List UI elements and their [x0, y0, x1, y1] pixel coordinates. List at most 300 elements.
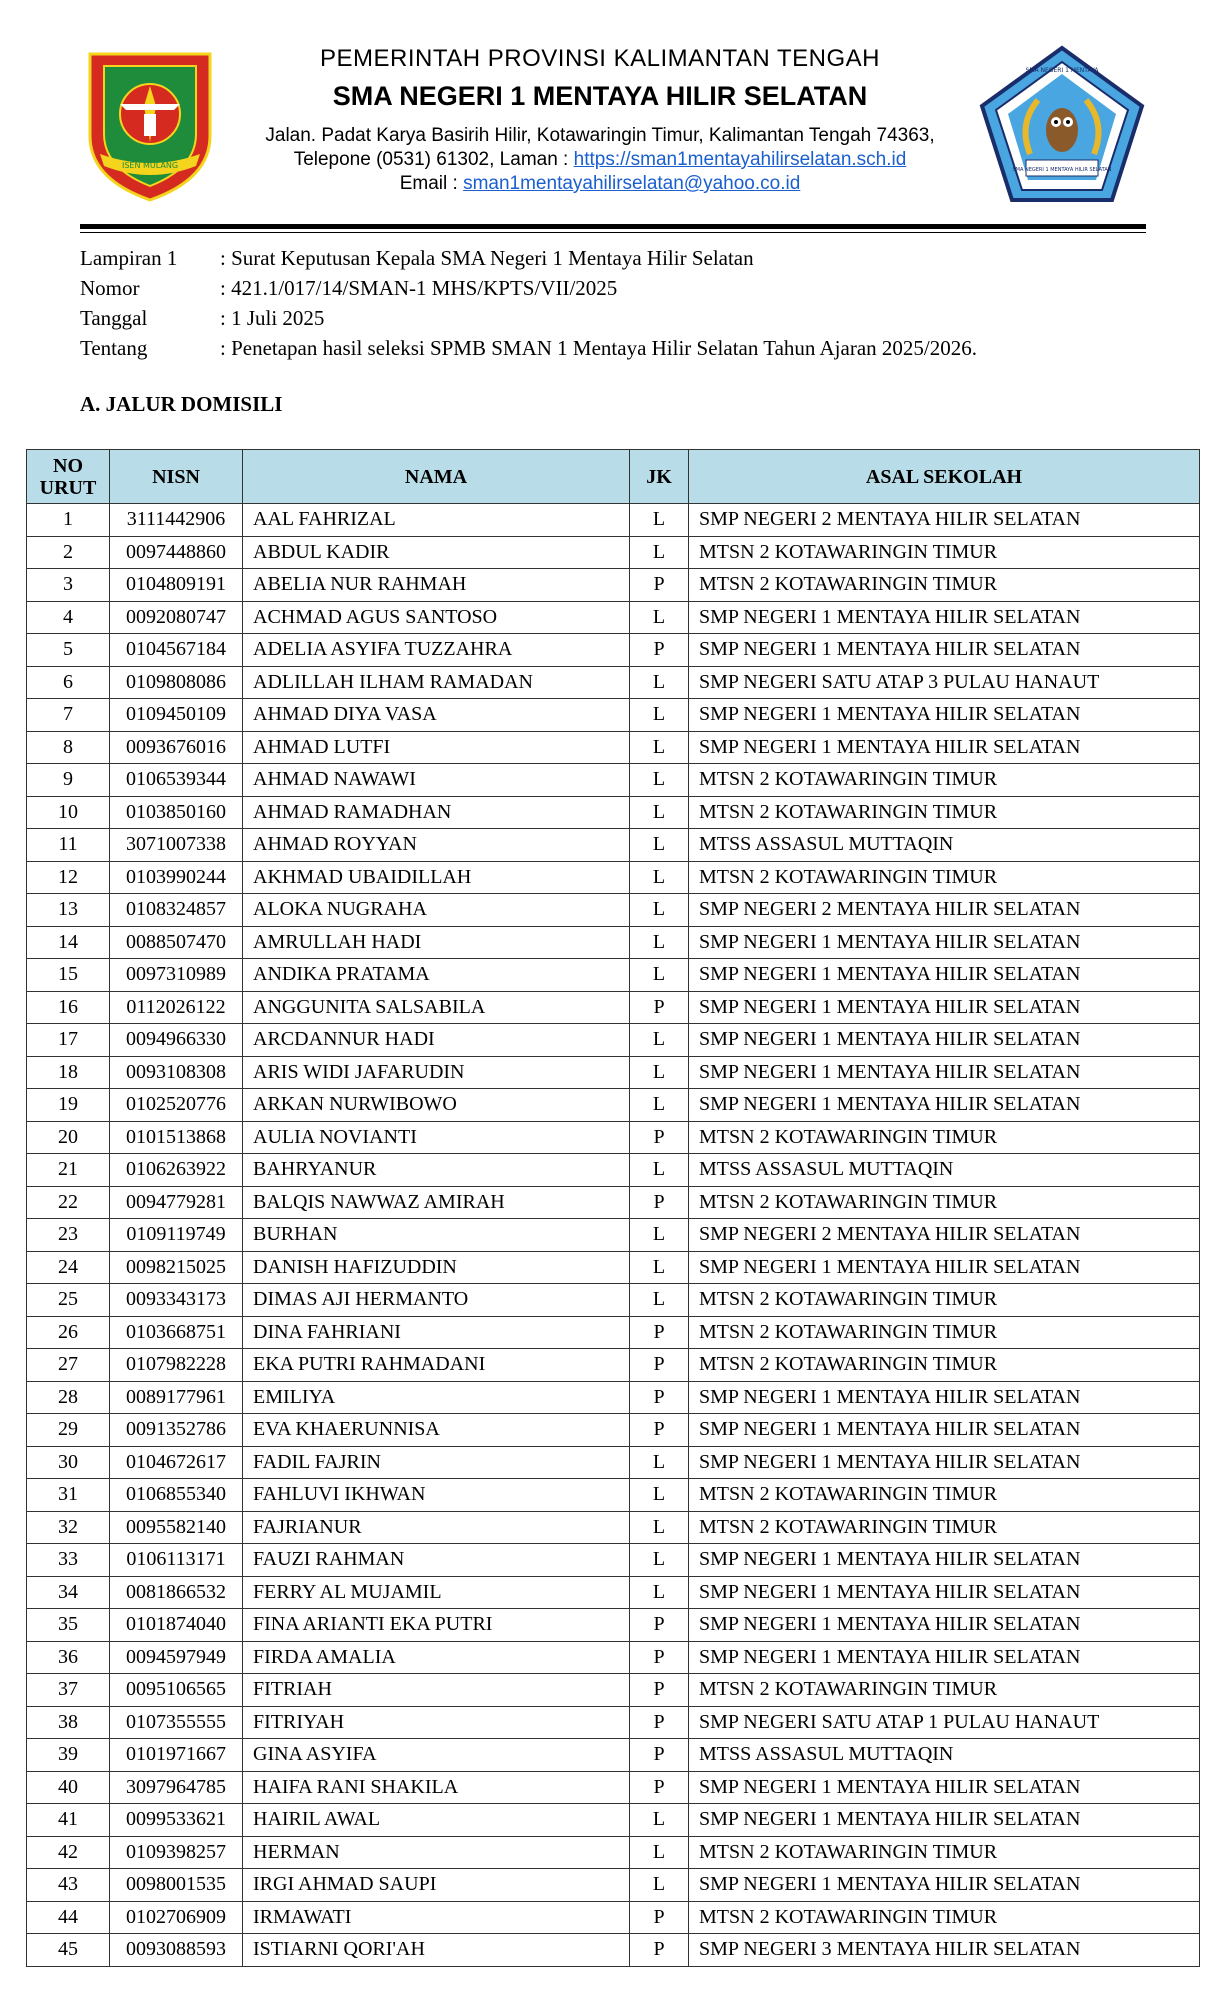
cell-no-urut: 21: [27, 1154, 110, 1187]
school-address: Jalan. Padat Karya Basirih Hilir, Kotawaringin Timur, Kalimantan Tengah 74363,: [265, 125, 935, 146]
cell-asal-sekolah: MTSN 2 KOTAWARINGIN TIMUR: [689, 536, 1200, 569]
cell-jk: L: [630, 1056, 689, 1089]
table-row: [27, 601, 1200, 634]
cell-jk: L: [630, 1284, 689, 1317]
table-row: [27, 1446, 1200, 1479]
cell-asal-sekolah: SMP NEGERI 1 MENTAYA HILIR SELATAN: [689, 731, 1200, 764]
cell-nama: ANDIKA PRATAMA: [243, 959, 630, 992]
table-row: [27, 536, 1200, 569]
cell-jk: L: [630, 601, 689, 634]
meta-value: : 1 Juli 2025: [220, 306, 325, 330]
cell-nama: FINA ARIANTI EKA PUTRI: [243, 1609, 630, 1642]
cell-asal-sekolah: SMP NEGERI 1 MENTAYA HILIR SELATAN: [689, 1056, 1200, 1089]
cell-nisn: 0097448860: [110, 536, 243, 569]
cell-asal-sekolah: SMP NEGERI 1 MENTAYA HILIR SELATAN: [689, 991, 1200, 1024]
cell-asal-sekolah: SMP NEGERI 1 MENTAYA HILIR SELATAN: [689, 959, 1200, 992]
cell-nisn: 0094966330: [110, 1024, 243, 1057]
cell-nisn: 0101971667: [110, 1739, 243, 1772]
phone-text: Telepone (0531) 61302, Laman :: [293, 149, 574, 170]
cell-jk: P: [630, 1414, 689, 1447]
cell-nisn: 3111442906: [110, 504, 243, 537]
cell-asal-sekolah: MTSS ASSASUL MUTTAQIN: [689, 1154, 1200, 1187]
cell-nisn: 0104809191: [110, 569, 243, 602]
cell-no-urut: 6: [27, 666, 110, 699]
cell-nama: AHMAD LUTFI: [243, 731, 630, 764]
meta-row-nomor: [80, 273, 977, 303]
cell-nama: ALOKA NUGRAHA: [243, 894, 630, 927]
cell-asal-sekolah: SMP NEGERI 1 MENTAYA HILIR SELATAN: [689, 1024, 1200, 1057]
table-row: [27, 1186, 1200, 1219]
cell-nama: DINA FAHRIANI: [243, 1316, 630, 1349]
table-row: [27, 894, 1200, 927]
cell-nama: BALQIS NAWWAZ AMIRAH: [243, 1186, 630, 1219]
cell-no-urut: 44: [27, 1901, 110, 1934]
table-row: [27, 764, 1200, 797]
meta-value: : Penetapan hasil seleksi SPMB SMAN 1 Mentaya Hilir Selatan Tahun Ajaran 2025/2026.: [220, 336, 977, 360]
cell-asal-sekolah: SMP NEGERI 1 MENTAYA HILIR SELATAN: [689, 1771, 1200, 1804]
cell-nisn: 0089177961: [110, 1381, 243, 1414]
cell-jk: L: [630, 1479, 689, 1512]
cell-jk: L: [630, 1024, 689, 1057]
cell-nisn: 0106113171: [110, 1544, 243, 1577]
cell-asal-sekolah: SMP NEGERI 1 MENTAYA HILIR SELATAN: [689, 1446, 1200, 1479]
cell-nisn: 0107982228: [110, 1349, 243, 1382]
cell-asal-sekolah: MTSN 2 KOTAWARINGIN TIMUR: [689, 861, 1200, 894]
table-row: [27, 1771, 1200, 1804]
cell-nisn: 0093343173: [110, 1284, 243, 1317]
cell-nisn: 0109808086: [110, 666, 243, 699]
cell-no-urut: 29: [27, 1414, 110, 1447]
meta-key: Lampiran 1: [80, 246, 178, 270]
cell-nama: BURHAN: [243, 1219, 630, 1252]
cell-asal-sekolah: SMP NEGERI SATU ATAP 1 PULAU HANAUT: [689, 1706, 1200, 1739]
cell-nama: GINA ASYIFA: [243, 1739, 630, 1772]
cell-nama: HAIFA RANI SHAKILA: [243, 1771, 630, 1804]
cell-nisn: 0099533621: [110, 1804, 243, 1837]
cell-asal-sekolah: MTSN 2 KOTAWARINGIN TIMUR: [689, 1284, 1200, 1317]
cell-asal-sekolah: MTSN 2 KOTAWARINGIN TIMUR: [689, 569, 1200, 602]
cell-jk: L: [630, 1544, 689, 1577]
cell-nama: ARCDANNUR HADI: [243, 1024, 630, 1057]
cell-no-urut: 38: [27, 1706, 110, 1739]
cell-jk: P: [630, 1186, 689, 1219]
cell-no-urut: 23: [27, 1219, 110, 1252]
cell-nisn: 0093088593: [110, 1934, 243, 1967]
cell-jk: P: [630, 1609, 689, 1642]
cell-nisn: 0106263922: [110, 1154, 243, 1187]
cell-nama: HERMAN: [243, 1836, 630, 1869]
cell-nisn: 0097310989: [110, 959, 243, 992]
cell-jk: P: [630, 1739, 689, 1772]
cell-jk: L: [630, 731, 689, 764]
cell-nama: EVA KHAERUNNISA: [243, 1414, 630, 1447]
cell-jk: P: [630, 1316, 689, 1349]
cell-no-urut: 17: [27, 1024, 110, 1057]
svg-text:SMA NEGERI 1 MENTAYA: SMA NEGERI 1 MENTAYA: [1025, 67, 1099, 74]
cell-asal-sekolah: SMP NEGERI 2 MENTAYA HILIR SELATAN: [689, 504, 1200, 537]
cell-nisn: 0112026122: [110, 991, 243, 1024]
cell-nama: ARIS WIDI JAFARUDIN: [243, 1056, 630, 1089]
table-row: [27, 1284, 1200, 1317]
cell-nama: DANISH HAFIZUDDIN: [243, 1251, 630, 1284]
table-row: [27, 1706, 1200, 1739]
cell-jk: L: [630, 1836, 689, 1869]
cell-nisn: 0098001535: [110, 1869, 243, 1902]
table-row: [27, 1316, 1200, 1349]
cell-nama: AHMAD DIYA VASA: [243, 699, 630, 732]
cell-jk: L: [630, 1446, 689, 1479]
cell-nisn: 0104672617: [110, 1446, 243, 1479]
svg-text:ISEN MULANG: ISEN MULANG: [121, 161, 179, 170]
meta-row-tentang: [80, 333, 977, 363]
cell-jk: P: [630, 1641, 689, 1674]
table-row: [27, 1154, 1200, 1187]
email-label: Email :: [399, 173, 464, 194]
cell-asal-sekolah: SMP NEGERI 1 MENTAYA HILIR SELATAN: [689, 1804, 1200, 1837]
cell-no-urut: 28: [27, 1381, 110, 1414]
cell-nama: HAIRIL AWAL: [243, 1804, 630, 1837]
cell-jk: L: [630, 959, 689, 992]
cell-no-urut: 39: [27, 1739, 110, 1772]
table-row: [27, 1609, 1200, 1642]
table-row: [27, 796, 1200, 829]
cell-no-urut: 22: [27, 1186, 110, 1219]
cell-asal-sekolah: SMP NEGERI 1 MENTAYA HILIR SELATAN: [689, 1544, 1200, 1577]
meta-row-tanggal: [80, 303, 977, 333]
cell-jk: L: [630, 699, 689, 732]
table-row: [27, 861, 1200, 894]
cell-nama: AHMAD RAMADHAN: [243, 796, 630, 829]
cell-asal-sekolah: MTSN 2 KOTAWARINGIN TIMUR: [689, 1674, 1200, 1707]
cell-nama: AKHMAD UBAIDILLAH: [243, 861, 630, 894]
cell-nama: DIMAS AJI HERMANTO: [243, 1284, 630, 1317]
cell-jk: L: [630, 764, 689, 797]
table-row: [27, 1869, 1200, 1902]
cell-nama: FAHLUVI IKHWAN: [243, 1479, 630, 1512]
meta-row-lampiran: [80, 243, 977, 273]
cell-no-urut: 8: [27, 731, 110, 764]
cell-no-urut: 35: [27, 1609, 110, 1642]
cell-asal-sekolah: SMP NEGERI 2 MENTAYA HILIR SELATAN: [689, 1219, 1200, 1252]
cell-nisn: 0098215025: [110, 1251, 243, 1284]
cell-nama: ABELIA NUR RAHMAH: [243, 569, 630, 602]
cell-no-urut: 32: [27, 1511, 110, 1544]
cell-no-urut: 13: [27, 894, 110, 927]
cell-asal-sekolah: MTSN 2 KOTAWARINGIN TIMUR: [689, 796, 1200, 829]
cell-jk: L: [630, 796, 689, 829]
cell-jk: P: [630, 1381, 689, 1414]
school-email: [230, 172, 970, 196]
cell-nisn: 0101874040: [110, 1609, 243, 1642]
cell-jk: P: [630, 1934, 689, 1967]
table-row: [27, 1576, 1200, 1609]
cell-asal-sekolah: SMP NEGERI 1 MENTAYA HILIR SELATAN: [689, 1609, 1200, 1642]
cell-jk: L: [630, 536, 689, 569]
header-nama: NAMA: [243, 450, 630, 504]
cell-nisn: 0109119749: [110, 1219, 243, 1252]
cell-nisn: 0102706909: [110, 1901, 243, 1934]
table-row: [27, 1121, 1200, 1154]
table-row: [27, 1024, 1200, 1057]
cell-nisn: 0103990244: [110, 861, 243, 894]
meta-value: : Surat Keputusan Kepala SMA Negeri 1 Mentaya Hilir Selatan: [220, 246, 754, 270]
cell-nama: EKA PUTRI RAHMADANI: [243, 1349, 630, 1382]
cell-nisn: 0103850160: [110, 796, 243, 829]
section-title: A. JALUR DOMISILI: [80, 392, 283, 416]
cell-jk: L: [630, 1089, 689, 1122]
table-row: [27, 1511, 1200, 1544]
cell-no-urut: 31: [27, 1479, 110, 1512]
table-row: [27, 1674, 1200, 1707]
cell-no-urut: 18: [27, 1056, 110, 1089]
cell-no-urut: 25: [27, 1284, 110, 1317]
letterhead: [0, 0, 1224, 240]
cell-asal-sekolah: SMP NEGERI 1 MENTAYA HILIR SELATAN: [689, 699, 1200, 732]
cell-nisn: 3071007338: [110, 829, 243, 862]
cell-no-urut: 30: [27, 1446, 110, 1479]
cell-nisn: 0109398257: [110, 1836, 243, 1869]
cell-jk: L: [630, 861, 689, 894]
table-row: [27, 666, 1200, 699]
cell-no-urut: 16: [27, 991, 110, 1024]
table-row: [27, 504, 1200, 537]
cell-no-urut: 11: [27, 829, 110, 862]
cell-jk: L: [630, 1154, 689, 1187]
table-row: [27, 1349, 1200, 1382]
table-row: [27, 1901, 1200, 1934]
table-row: [27, 1544, 1200, 1577]
table-row: [27, 1089, 1200, 1122]
cell-no-urut: 2: [27, 536, 110, 569]
cell-no-urut: 43: [27, 1869, 110, 1902]
cell-nisn: 0088507470: [110, 926, 243, 959]
cell-nama: FITRIAH: [243, 1674, 630, 1707]
cell-no-urut: 34: [27, 1576, 110, 1609]
cell-jk: L: [630, 666, 689, 699]
table-header-row: [27, 450, 1200, 504]
cell-no-urut: 4: [27, 601, 110, 634]
cell-no-urut: 20: [27, 1121, 110, 1154]
cell-no-urut: 26: [27, 1316, 110, 1349]
cell-no-urut: 19: [27, 1089, 110, 1122]
cell-jk: P: [630, 1901, 689, 1934]
cell-jk: L: [630, 1219, 689, 1252]
government-name: PEMERINTAH PROVINSI KALIMANTAN TENGAH: [320, 45, 880, 72]
cell-no-urut: 5: [27, 634, 110, 667]
cell-nama: FADIL FAJRIN: [243, 1446, 630, 1479]
cell-jk: P: [630, 634, 689, 667]
cell-jk: P: [630, 991, 689, 1024]
cell-nisn: 0093108308: [110, 1056, 243, 1089]
cell-nisn: 0095582140: [110, 1511, 243, 1544]
cell-nama: ADLILLAH ILHAM RAMADAN: [243, 666, 630, 699]
cell-nisn: 0108324857: [110, 894, 243, 927]
cell-nama: ABDUL KADIR: [243, 536, 630, 569]
cell-jk: P: [630, 1121, 689, 1154]
cell-asal-sekolah: SMP NEGERI 1 MENTAYA HILIR SELATAN: [689, 601, 1200, 634]
cell-nama: IRMAWATI: [243, 1901, 630, 1934]
cell-nama: AMRULLAH HADI: [243, 926, 630, 959]
table-row: [27, 1251, 1200, 1284]
table-row: [27, 569, 1200, 602]
cell-no-urut: 24: [27, 1251, 110, 1284]
header-asal-sekolah: ASAL SEKOLAH: [689, 450, 1200, 504]
cell-nisn: 0095106565: [110, 1674, 243, 1707]
cell-jk: L: [630, 894, 689, 927]
table-row: [27, 959, 1200, 992]
cell-nisn: 0081866532: [110, 1576, 243, 1609]
cell-asal-sekolah: MTSN 2 KOTAWARINGIN TIMUR: [689, 1186, 1200, 1219]
cell-nama: EMILIYA: [243, 1381, 630, 1414]
cell-nisn: 0104567184: [110, 634, 243, 667]
cell-jk: L: [630, 504, 689, 537]
table-row: [27, 1056, 1200, 1089]
cell-asal-sekolah: SMP NEGERI 1 MENTAYA HILIR SELATAN: [689, 926, 1200, 959]
cell-jk: P: [630, 569, 689, 602]
cell-nisn: 0103668751: [110, 1316, 243, 1349]
cell-nisn: 0094779281: [110, 1186, 243, 1219]
cell-nama: FIRDA AMALIA: [243, 1641, 630, 1674]
cell-asal-sekolah: MTSN 2 KOTAWARINGIN TIMUR: [689, 1511, 1200, 1544]
cell-nisn: 0106539344: [110, 764, 243, 797]
letterhead-rule-thick: [80, 224, 1146, 229]
cell-asal-sekolah: SMP NEGERI 1 MENTAYA HILIR SELATAN: [689, 634, 1200, 667]
school-name: SMA NEGERI 1 MENTAYA HILIR SELATAN: [332, 81, 868, 111]
cell-no-urut: 41: [27, 1804, 110, 1837]
cell-no-urut: 27: [27, 1349, 110, 1382]
table-row: [27, 829, 1200, 862]
cell-no-urut: 45: [27, 1934, 110, 1967]
cell-nama: FAJRIANUR: [243, 1511, 630, 1544]
cell-jk: L: [630, 829, 689, 862]
table-row: [27, 1381, 1200, 1414]
meta-key: Tentang: [80, 336, 148, 360]
cell-asal-sekolah: MTSN 2 KOTAWARINGIN TIMUR: [689, 1836, 1200, 1869]
cell-nama: IRGI AHMAD SAUPI: [243, 1869, 630, 1902]
table-row: [27, 1934, 1200, 1967]
cell-asal-sekolah: SMP NEGERI 3 MENTAYA HILIR SELATAN: [689, 1934, 1200, 1967]
cell-nama: ANGGUNITA SALSABILA: [243, 991, 630, 1024]
cell-nama: BAHRYANUR: [243, 1154, 630, 1187]
cell-nama: FAUZI RAHMAN: [243, 1544, 630, 1577]
school-emblem-icon: [978, 44, 1146, 206]
cell-jk: L: [630, 1869, 689, 1902]
cell-jk: L: [630, 926, 689, 959]
cell-no-urut: 3: [27, 569, 110, 602]
cell-asal-sekolah: MTSN 2 KOTAWARINGIN TIMUR: [689, 1479, 1200, 1512]
letterhead-text: [230, 44, 970, 196]
cell-no-urut: 7: [27, 699, 110, 732]
cell-nama: FITRIYAH: [243, 1706, 630, 1739]
header-jk: JK: [630, 450, 689, 504]
meta-key: Tanggal: [80, 306, 148, 330]
email-link[interactable]: sman1mentayahilirselatan@yahoo.co.id: [463, 173, 801, 194]
cell-jk: P: [630, 1771, 689, 1804]
cell-asal-sekolah: SMP NEGERI 2 MENTAYA HILIR SELATAN: [689, 894, 1200, 927]
table-body: [27, 504, 1200, 1967]
cell-asal-sekolah: SMP NEGERI 1 MENTAYA HILIR SELATAN: [689, 1414, 1200, 1447]
cell-nisn: 0094597949: [110, 1641, 243, 1674]
svg-text:SMA NEGERI 1 MENTAYA HILIR SEL: SMA NEGERI 1 MENTAYA HILIR SELATAN: [1012, 167, 1112, 173]
cell-nisn: 0106855340: [110, 1479, 243, 1512]
cell-asal-sekolah: MTSN 2 KOTAWARINGIN TIMUR: [689, 1316, 1200, 1349]
provincial-crest-icon: [80, 44, 220, 204]
table-row: [27, 634, 1200, 667]
cell-jk: P: [630, 1674, 689, 1707]
table-row: [27, 926, 1200, 959]
cell-no-urut: 36: [27, 1641, 110, 1674]
table-row: [27, 1804, 1200, 1837]
cell-asal-sekolah: SMP NEGERI 1 MENTAYA HILIR SELATAN: [689, 1641, 1200, 1674]
table-row: [27, 731, 1200, 764]
cell-jk: P: [630, 1349, 689, 1382]
cell-no-urut: 14: [27, 926, 110, 959]
cell-no-urut: 40: [27, 1771, 110, 1804]
cell-no-urut: 10: [27, 796, 110, 829]
cell-nama: ADELIA ASYIFA TUZZAHRA: [243, 634, 630, 667]
cell-nama: AAL FAHRIZAL: [243, 504, 630, 537]
cell-asal-sekolah: MTSN 2 KOTAWARINGIN TIMUR: [689, 1901, 1200, 1934]
cell-nama: ISTIARNI QORI'AH: [243, 1934, 630, 1967]
cell-asal-sekolah: SMP NEGERI SATU ATAP 3 PULAU HANAUT: [689, 666, 1200, 699]
cell-no-urut: 42: [27, 1836, 110, 1869]
cell-nama: ACHMAD AGUS SANTOSO: [243, 601, 630, 634]
cell-nama: AHMAD ROYYAN: [243, 829, 630, 862]
cell-no-urut: 37: [27, 1674, 110, 1707]
cell-nama: ARKAN NURWIBOWO: [243, 1089, 630, 1122]
cell-no-urut: 33: [27, 1544, 110, 1577]
cell-asal-sekolah: MTSN 2 KOTAWARINGIN TIMUR: [689, 1349, 1200, 1382]
cell-asal-sekolah: SMP NEGERI 1 MENTAYA HILIR SELATAN: [689, 1251, 1200, 1284]
cell-asal-sekolah: MTSN 2 KOTAWARINGIN TIMUR: [689, 1121, 1200, 1154]
cell-nisn: 0092080747: [110, 601, 243, 634]
selection-results-table: [26, 449, 1200, 1967]
cell-asal-sekolah: SMP NEGERI 1 MENTAYA HILIR SELATAN: [689, 1381, 1200, 1414]
school-contact: [230, 148, 970, 172]
cell-asal-sekolah: SMP NEGERI 1 MENTAYA HILIR SELATAN: [689, 1089, 1200, 1122]
table-row: [27, 1479, 1200, 1512]
cell-nisn: 0107355555: [110, 1706, 243, 1739]
cell-no-urut: 1: [27, 504, 110, 537]
header-nisn: NISN: [110, 450, 243, 504]
cell-jk: L: [630, 1804, 689, 1837]
table-row: [27, 991, 1200, 1024]
table-row: [27, 1414, 1200, 1447]
table-row: [27, 1836, 1200, 1869]
table-row: [27, 1219, 1200, 1252]
cell-no-urut: 12: [27, 861, 110, 894]
cell-nama: AULIA NOVIANTI: [243, 1121, 630, 1154]
cell-no-urut: 15: [27, 959, 110, 992]
cell-nisn: 0091352786: [110, 1414, 243, 1447]
cell-nisn: 0093676016: [110, 731, 243, 764]
cell-jk: L: [630, 1511, 689, 1544]
table-row: [27, 1641, 1200, 1674]
letterhead-rule-thin: [80, 232, 1146, 233]
cell-no-urut: 9: [27, 764, 110, 797]
header-no-urut: NO URUT: [27, 450, 110, 504]
website-link[interactable]: https://sman1mentayahilirselatan.sch.id: [573, 149, 907, 170]
meta-key: Nomor: [80, 276, 140, 300]
cell-nisn: 3097964785: [110, 1771, 243, 1804]
cell-jk: P: [630, 1706, 689, 1739]
table-row: [27, 699, 1200, 732]
cell-jk: L: [630, 1576, 689, 1609]
cell-nisn: 0102520776: [110, 1089, 243, 1122]
cell-jk: L: [630, 1251, 689, 1284]
cell-nama: AHMAD NAWAWI: [243, 764, 630, 797]
meta-value: : 421.1/017/14/SMAN-1 MHS/KPTS/VII/2025: [220, 276, 618, 300]
